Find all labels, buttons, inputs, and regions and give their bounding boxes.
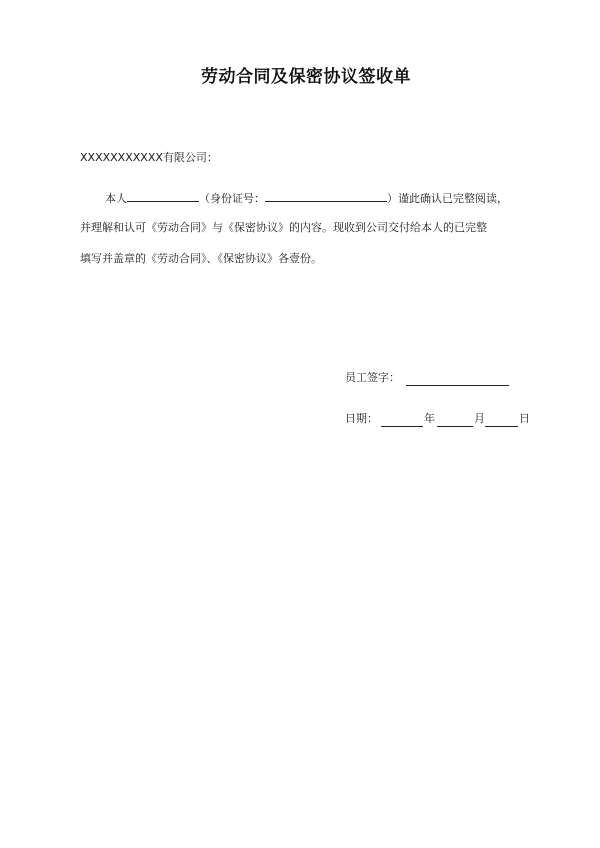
addressee: XXXXXXXXXXX有限公司： — [80, 151, 218, 164]
confirm-text: ）谨此确认已完整阅读， — [387, 192, 508, 205]
year-blank[interactable] — [381, 425, 423, 427]
name-blank[interactable] — [127, 189, 199, 202]
body-line-2: 并理解和认可《劳动合同》与《保密协议》的内容。现收到公司交付给本人的已完整 — [80, 221, 487, 234]
id-number-blank[interactable] — [265, 189, 387, 202]
self-label: 本人 — [105, 192, 127, 205]
body-line-1 — [105, 189, 508, 207]
day-blank[interactable] — [485, 425, 518, 427]
day-label: 日 — [519, 412, 530, 425]
id-number-label: （身份证号： — [199, 192, 265, 205]
month-label: 月 — [474, 412, 485, 425]
body-line-3: 填写并盖章的《劳动合同》、《保密协议》各壹份。 — [80, 252, 322, 265]
employee-signature-label: 员工签字： — [345, 371, 400, 384]
year-label: 年 — [424, 412, 435, 425]
month-blank[interactable] — [437, 425, 473, 427]
date-label: 日期： — [345, 412, 378, 425]
employee-signature-blank[interactable] — [406, 384, 509, 386]
document-title: 劳动合同及保密协议签收单 — [201, 67, 411, 87]
